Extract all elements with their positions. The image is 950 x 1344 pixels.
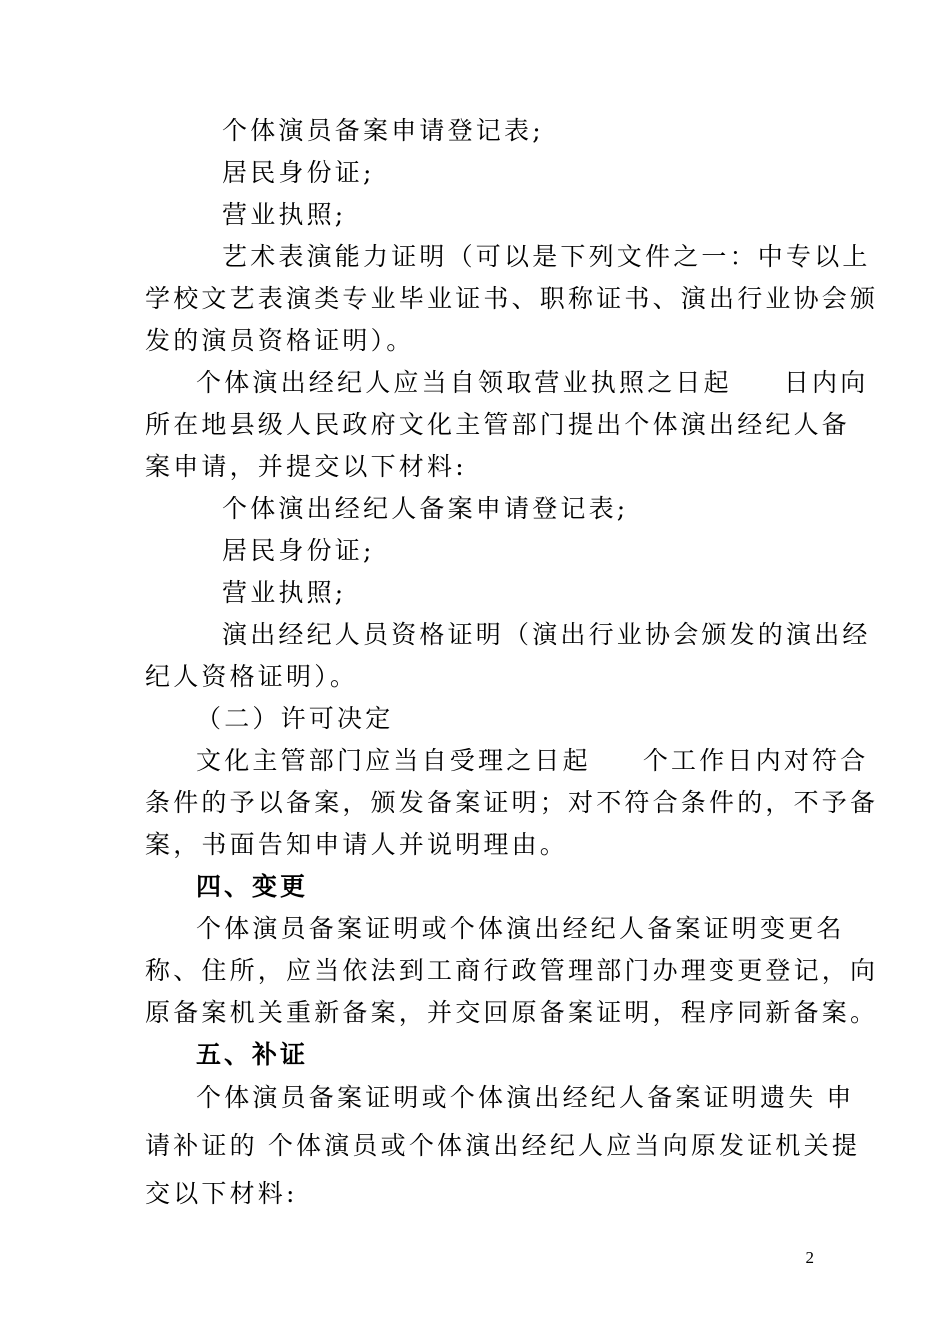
line-text: 案申请，并提交以下材料: — [145, 452, 467, 481]
page-number: 2 — [805, 1248, 814, 1267]
text-line — [145, 1179, 815, 1209]
section-subheading — [196, 704, 812, 734]
text-line — [145, 830, 815, 860]
text-line — [145, 1131, 861, 1161]
line-text: 所在地县级人民政府文化主管部门提出个体演出经纪人备 — [145, 410, 851, 439]
line-text: 请补证的 — [145, 1131, 258, 1160]
text-line — [196, 746, 869, 776]
line-text: 个体演出经纪人应当自领取营业执照之日起 — [196, 368, 732, 397]
text-line — [145, 410, 851, 440]
text-line — [196, 914, 845, 944]
line-text: 个体演员或个体演出经纪人应当向原发证机关提 — [267, 1131, 861, 1160]
line-text: 居民身份证; — [222, 158, 375, 187]
line-text: 学校文艺表演类专业毕业证书、职称证书、演出行业协会颁 — [145, 284, 879, 313]
line-text: 申 — [826, 1083, 855, 1112]
section-heading — [196, 1040, 812, 1070]
text-line — [222, 620, 871, 650]
text-line — [145, 788, 879, 818]
text-line — [145, 998, 879, 1028]
line-text: 个体演员备案证明或个体演出经纪人备案证明变更名 — [196, 914, 845, 943]
text-line — [145, 662, 815, 692]
line-text: 交以下材料: — [145, 1179, 298, 1208]
text-line — [145, 452, 815, 482]
line-text: 案，书面告知申请人并说明理由。 — [145, 830, 569, 859]
text-line — [222, 494, 812, 524]
text-line — [222, 158, 812, 188]
text-line — [145, 326, 815, 356]
heading-text: 五、补证 — [196, 1040, 309, 1069]
text-line — [145, 956, 879, 986]
text-line — [222, 578, 812, 608]
line-text: 文化主管部门应当自受理之日起 — [196, 746, 591, 775]
text-line — [222, 200, 812, 230]
text-line — [196, 368, 869, 398]
line-text: 日内向 — [783, 368, 869, 397]
line-text: 营业执照; — [222, 578, 347, 607]
line-text: 居民身份证; — [222, 536, 375, 565]
line-text: 演出经纪人员资格证明（演出行业协会颁发的演出经 — [222, 620, 871, 649]
line-text: 原备案机关重新备案，并交回原备案证明，程序同新备案。 — [145, 998, 879, 1027]
line-text: 纪人资格证明）。 — [145, 662, 359, 691]
line-text: 个体演员备案申请登记表; — [222, 116, 544, 145]
line-text: 个体演出经纪人备案申请登记表; — [222, 494, 629, 523]
line-text: 个体演员备案证明或个体演出经纪人备案证明遗失 — [196, 1083, 817, 1112]
text-line — [196, 1083, 855, 1113]
section-heading — [196, 872, 812, 902]
text-line — [222, 242, 871, 272]
line-text: 艺术表演能力证明（可以是下列文件之一：中专以上 — [222, 242, 871, 271]
line-text: 个工作日内对符合 — [642, 746, 869, 775]
line-text: 营业执照; — [222, 200, 347, 229]
text-line — [222, 116, 812, 146]
text-line — [222, 536, 812, 566]
line-text: （二）许可决定 — [196, 704, 394, 733]
line-text: 条件的予以备案，颁发备案证明；对不符合条件的，不予备 — [145, 788, 879, 817]
text-line — [145, 284, 879, 314]
heading-text: 四、变更 — [196, 872, 309, 901]
line-text: 称、住所，应当依法到工商行政管理部门办理变更登记，向 — [145, 956, 879, 985]
line-text: 发的演员资格证明）。 — [145, 326, 415, 355]
